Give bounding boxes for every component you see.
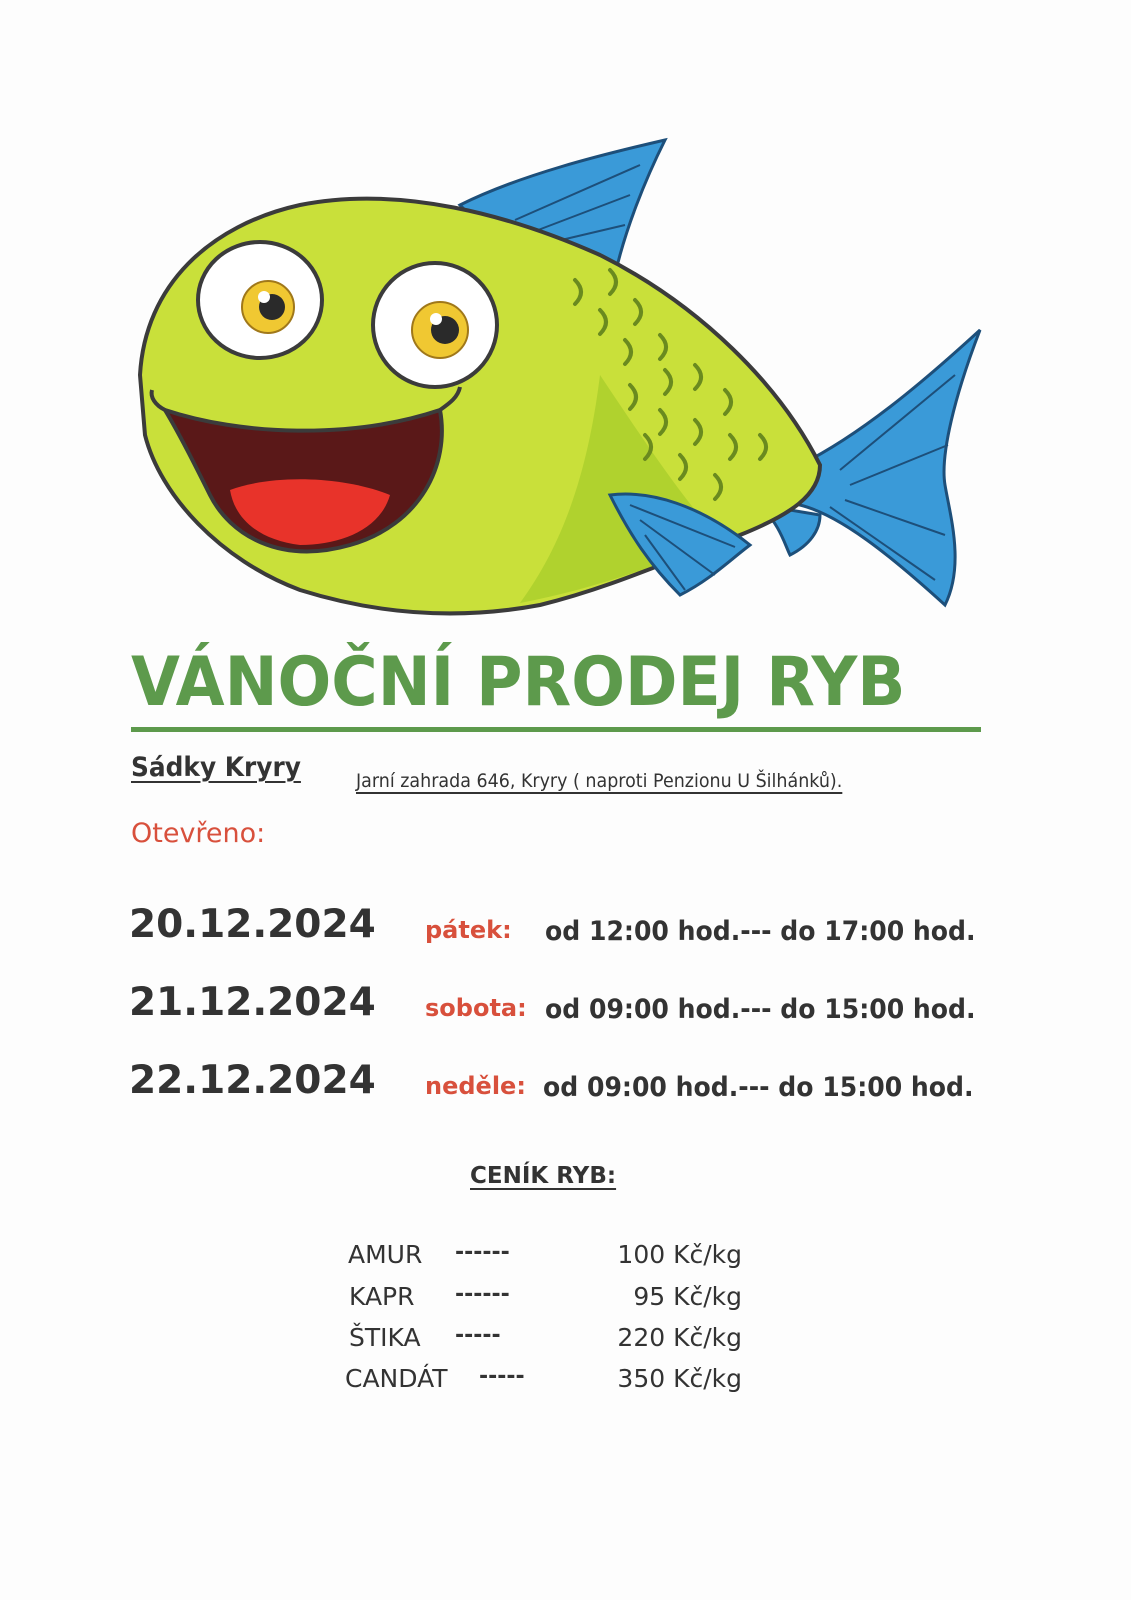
schedule-day: pátek: [425,916,512,944]
fish-name: KAPR [349,1282,415,1311]
price-row [0,1282,1131,1322]
schedule-row [0,980,1131,1040]
fish-price: 350 Kč/kg [617,1364,742,1393]
fish-price: 100 Kč/kg [617,1240,742,1269]
price-row [0,1323,1131,1363]
price-row [0,1364,1131,1404]
schedule-time: od 09:00 hod.--- do 15:00 hod. [543,1072,974,1103]
fish-name: ŠTIKA [349,1323,421,1352]
price-list-title: CENÍK RYB: [470,1163,617,1189]
place-name: Sádky Kryry [131,752,301,783]
fish-dashes: ------ [455,1240,510,1265]
address: Jarní zahrada 646, Kryry ( naproti Penzionu U Šilhánků). [356,770,843,792]
cartoon-fish-icon [120,135,1000,645]
schedule-time: od 12:00 hod.--- do 17:00 hod. [545,916,976,947]
schedule-date: 21.12.2024 [129,980,376,1025]
schedule-date: 22.12.2024 [129,1058,376,1103]
fish-dashes: ------ [455,1282,510,1307]
fish-price: 220 Kč/kg [617,1323,742,1352]
fish-name: AMUR [348,1240,423,1269]
fish-price: 95 Kč/kg [633,1282,742,1311]
schedule-time: od 09:00 hod.--- do 15:00 hod. [545,994,976,1025]
fish-dashes: ----- [455,1323,501,1348]
fish-dashes: ----- [479,1364,525,1389]
schedule-day: neděle: [425,1072,526,1100]
opening-hours-label: Otevřeno: [131,818,266,849]
fish-name: CANDÁT [345,1364,448,1393]
schedule-day: sobota: [425,994,527,1022]
schedule-row [0,902,1131,962]
schedule-row [0,1058,1131,1118]
price-row [0,1240,1131,1280]
title-underline [131,727,981,732]
schedule-date: 20.12.2024 [129,902,376,947]
poster-title: VÁNOČNÍ PRODEJ RYB [131,643,906,722]
